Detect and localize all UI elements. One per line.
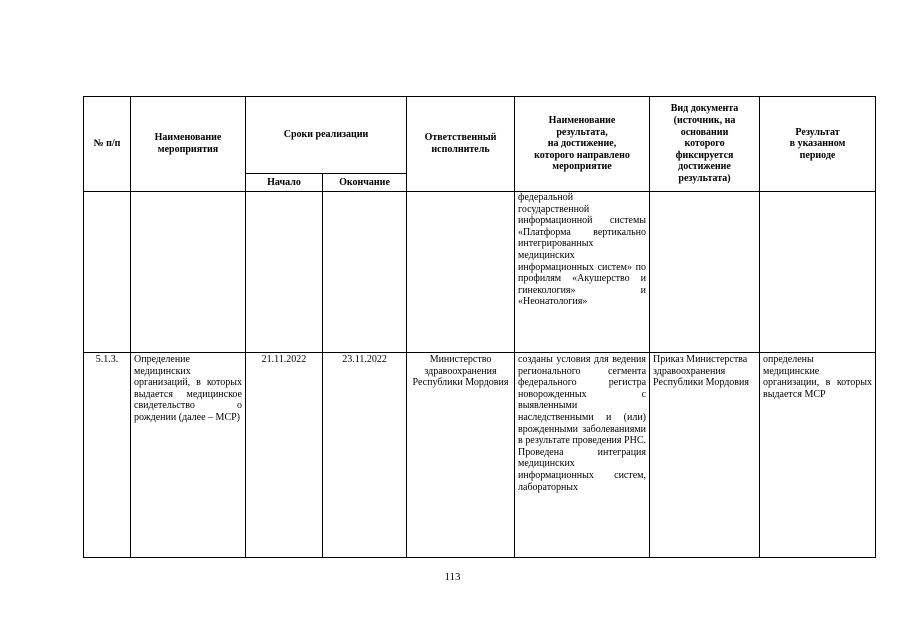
cell-start	[246, 192, 323, 353]
cell-result	[760, 192, 876, 353]
header-row-1	[84, 97, 876, 174]
cell-doc-type: Приказ Министерства здравоохранения Республики Мордовия	[650, 353, 760, 558]
cell-responsible: Министерство здравоохранения Республики Мордовия	[407, 353, 515, 558]
page-number: 113	[444, 571, 461, 583]
header-result-name: Наименование результата, на достижение, которого направлено мероприятие	[515, 97, 650, 192]
header-period: Сроки реализации	[246, 97, 407, 174]
cell-start: 21.11.2022	[246, 353, 323, 558]
header-doc-type: Вид документа (источник, на основании которого фиксируется достижение результата)	[650, 97, 760, 192]
cell-result-name: созданы условия для ведения регионального сегмента федерального регистра новорожденных с выявленными наследственными и (или) врожденными заболеваниями в результате проведения РНС. Проведена интеграция медицинских информационных систем, лабораторных	[515, 353, 650, 558]
cell-responsible	[407, 192, 515, 353]
cell-end: 23.11.2022	[323, 353, 407, 558]
cell-doc-type	[650, 192, 760, 353]
header-num: № п/п	[84, 97, 131, 192]
table-row	[84, 192, 876, 353]
cell-num	[84, 192, 131, 353]
cell-event-name: Определение медицинских организаций, в которых выдается медицинское свидетельство о рождении (далее – МСР)	[131, 353, 246, 558]
cell-event-name	[131, 192, 246, 353]
cell-result-name: федеральной государственной информационной системы «Платформа вертикально интегрированных медицинских информационных систем» по профилям «Акушерство и гинекология» и «Неонатология»	[515, 192, 650, 353]
cell-result: определены медицинские организации, в которых выдается МСР	[760, 353, 876, 558]
header-event-name: Наименование мероприятия	[131, 97, 246, 192]
cell-num: 5.1.3.	[84, 353, 131, 558]
header-start: Начало	[246, 174, 323, 192]
cell-end	[323, 192, 407, 353]
table-row	[84, 353, 876, 558]
events-table	[83, 96, 876, 558]
header-result: Результат в указанном периоде	[760, 97, 876, 192]
header-end: Окончание	[323, 174, 407, 192]
header-responsible: Ответственный исполнитель	[407, 97, 515, 192]
